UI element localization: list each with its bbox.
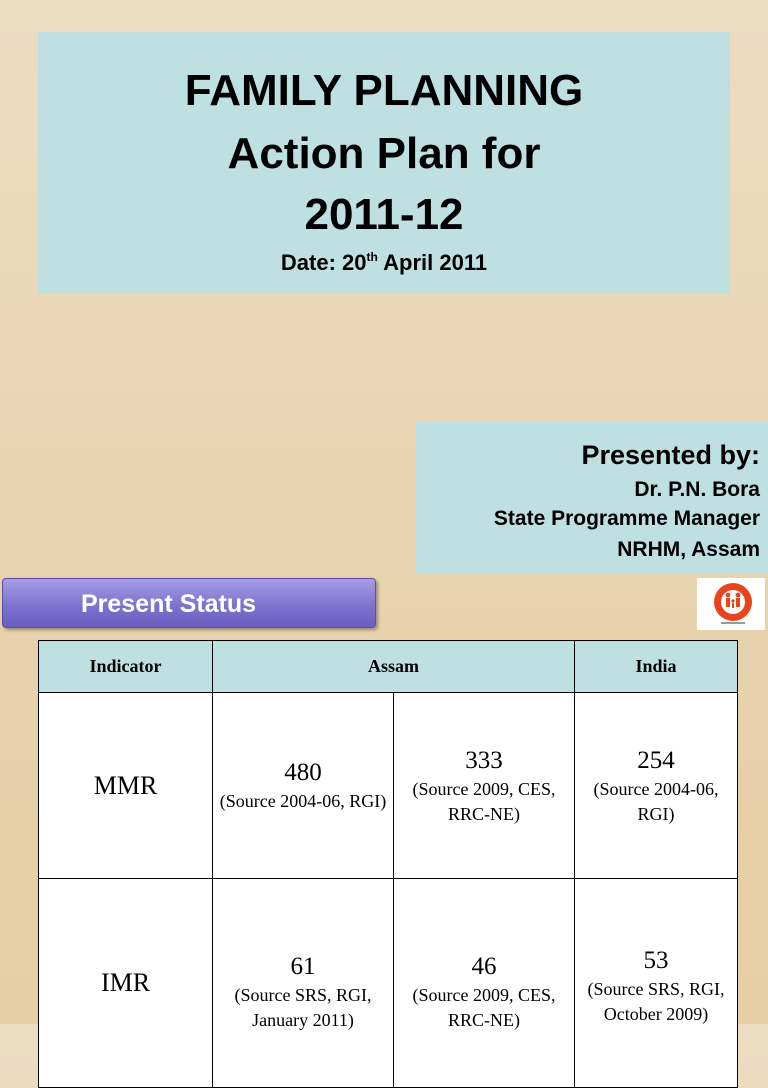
present-status-table: [38, 640, 738, 1088]
present-status-tab: Present Status: [2, 578, 376, 628]
header-indicator: Indicator: [39, 641, 213, 693]
value: 46: [471, 953, 497, 980]
title-box: [38, 32, 730, 294]
source-note: (Source 2009, CES, RRC-NE): [412, 778, 556, 824]
assam-value-cell: [394, 693, 575, 879]
value: 333: [465, 746, 503, 774]
india-value-cell: [575, 693, 738, 879]
presenter-name: Dr. P.N. Bora: [634, 478, 760, 501]
value: 61: [290, 953, 316, 980]
value: 53: [643, 947, 669, 974]
source-note: (Source SRS, RGI, January 2011): [234, 985, 372, 1030]
source-note: (Source 2009, CES, RRC-NE): [412, 985, 556, 1030]
table-header-row: [39, 641, 738, 693]
date-suffix: April 2011: [377, 250, 488, 275]
table-row: [39, 693, 738, 879]
source-note: (Source SRS, RGI, October 2009): [587, 979, 725, 1024]
presenter-role: State Programme Manager: [493, 507, 760, 530]
table-row: [39, 879, 738, 1088]
date-prefix: Date: 20: [280, 250, 367, 275]
india-value-cell: [575, 879, 738, 1088]
indicator-cell: IMR: [39, 879, 213, 1088]
value: 254: [637, 746, 675, 774]
title-line-3: 2011-12: [304, 190, 464, 239]
assam-value-cell: [213, 879, 394, 1088]
assam-value-cell: [394, 879, 575, 1088]
date-ordinal: th: [366, 250, 378, 264]
source-note: (Source 2004-06, RGI): [219, 791, 387, 811]
presenter-heading: Presented by:: [581, 440, 760, 470]
header-assam: Assam: [213, 641, 575, 693]
indicator-cell: MMR: [39, 693, 213, 879]
presentation-date: [38, 244, 730, 276]
header-india: India: [575, 641, 738, 693]
value: 480: [284, 759, 322, 786]
title-line-2: Action Plan for: [227, 129, 541, 178]
title-line-1: FAMILY PLANNING: [184, 66, 584, 115]
source-note: (Source 2004-06, RGI): [593, 778, 719, 824]
presenter-box: [416, 422, 768, 574]
assam-value-cell: [213, 693, 394, 879]
nrhm-logo-icon: [697, 578, 765, 630]
presenter-org: NRHM, Assam: [617, 538, 760, 561]
